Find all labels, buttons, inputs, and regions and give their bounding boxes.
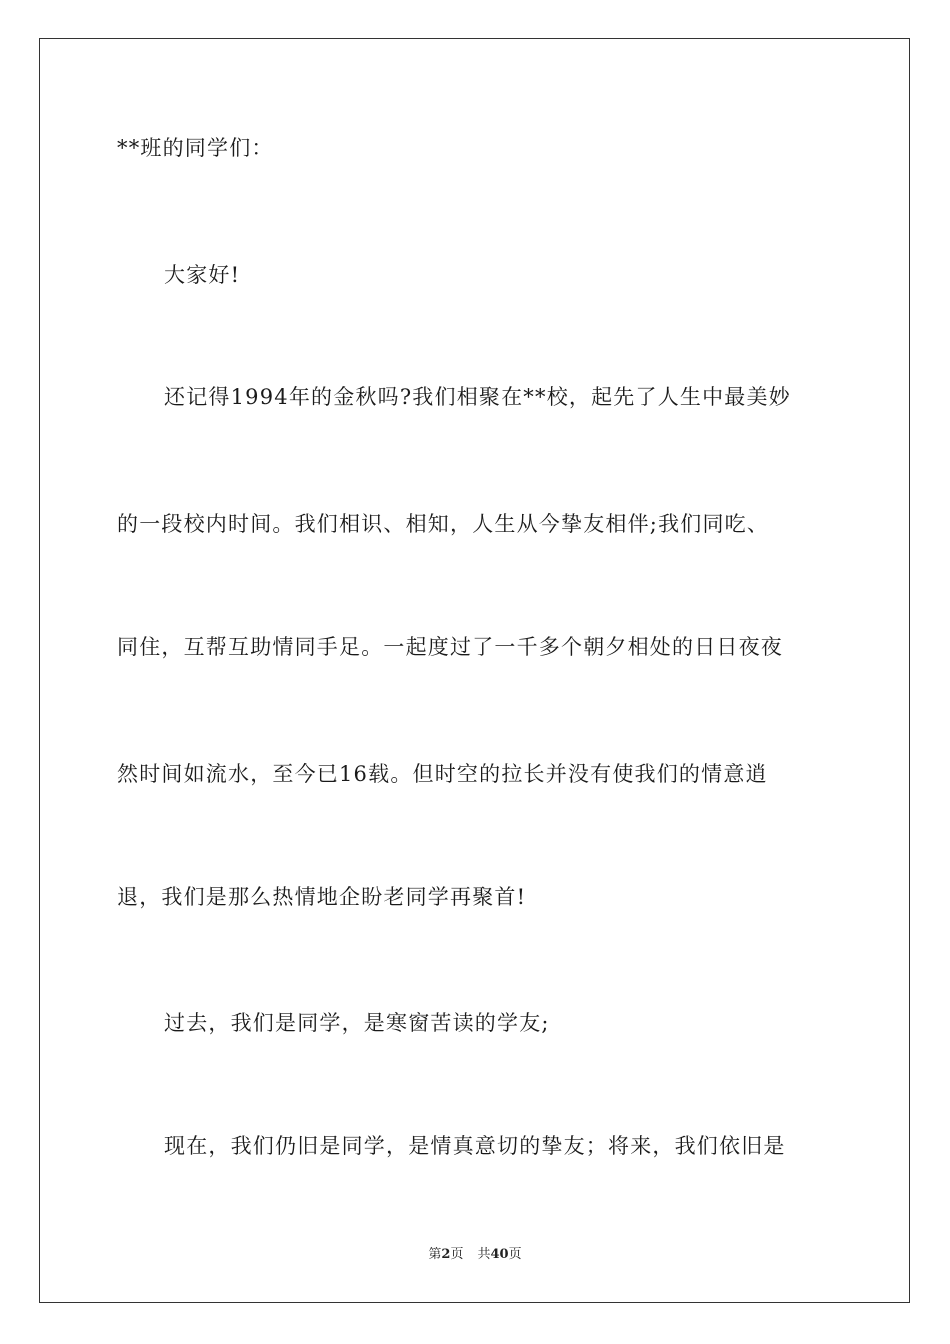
paragraph-line: 过去，我们是同学，是寒窗苦读的学友; [164,1011,550,1035]
paragraph-line: 同住，互帮互助情同手足。一起度过了一千多个朝夕相处的日日夜夜 [117,635,783,659]
footer-page-prefix: 第 [428,1247,442,1262]
salutation-line: **班的同学们： [117,136,274,160]
page-footer [0,1246,950,1264]
paragraph-line: 还记得1994年的金秋吗?我们相聚在**校，起先了人生中最美妙 [164,385,791,409]
paragraph-line: 退，我们是那么热情地企盼老同学再聚首! [117,885,527,909]
paragraph-line: 现在，我们仍旧是同学，是情真意切的挚友；将来，我们依旧是 [164,1134,786,1158]
footer-total-pages: 40 [490,1247,509,1262]
footer-page-number: 2 [441,1247,451,1262]
paragraph-line: 的一段校内时间。我们相识、相知，人生从今挚友相伴;我们同吃、 [117,512,770,536]
greeting-line: 大家好! [164,263,241,287]
page-border [39,38,910,1303]
paragraph-line: 然时间如流水，至今已16载。但时空的拉长并没有使我们的情意逍 [117,762,768,786]
footer-page-suffix: 页 [450,1247,464,1262]
footer-total-prefix: 共 [477,1247,491,1262]
footer-total-suffix: 页 [508,1247,522,1262]
